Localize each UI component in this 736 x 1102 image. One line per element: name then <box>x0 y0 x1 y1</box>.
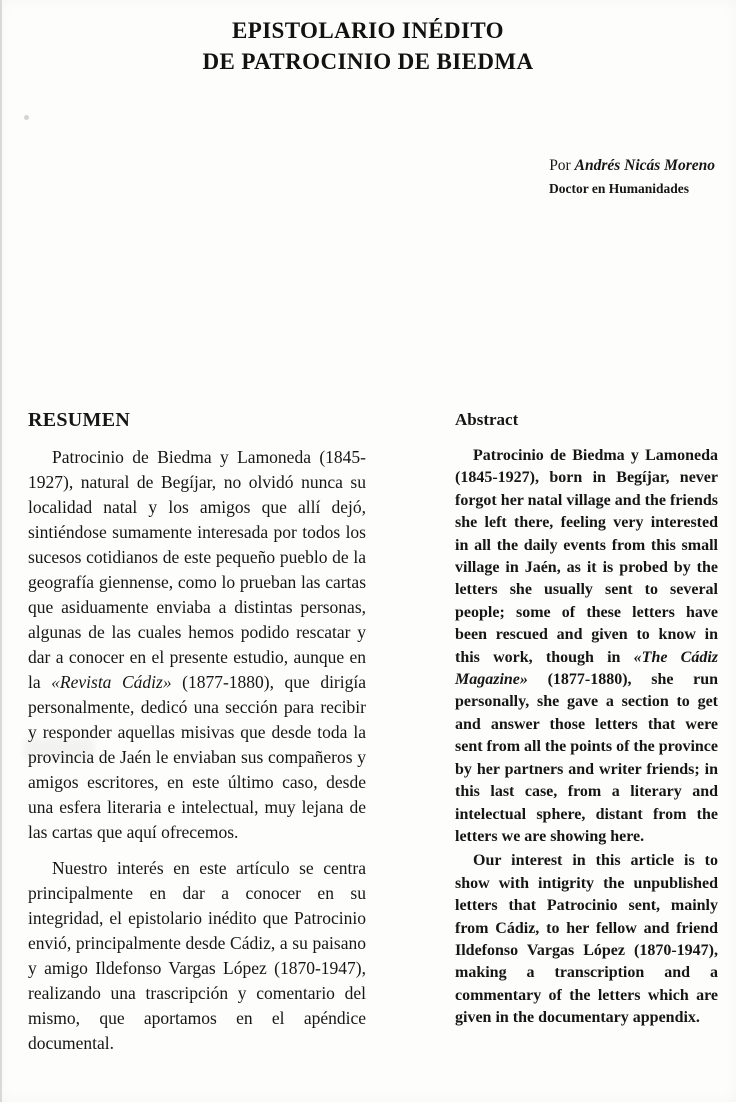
journal-title-cadiz-magazine: «The Cádiz Magazine» <box>455 648 718 689</box>
abstract-column <box>455 408 718 1056</box>
two-column-body <box>28 408 718 1056</box>
article-title-line-1: EPISTOLARIO INÉDITO <box>232 18 504 43</box>
scan-edge-artifact <box>0 0 2 1102</box>
resumen-heading: RESUMEN <box>28 409 131 431</box>
text-segment: (1877-1880), she run personally, she gave a section to get and answer those letters that were sent from all the points of the province by her partners and writer friends; in this last case, from a literary and intelectual sphere, distant from the letters we are showing here. <box>455 671 718 845</box>
abstract-heading: Abstract <box>455 410 519 429</box>
journal-title-revista-cadiz: «Revista Cádiz» <box>51 672 172 692</box>
abstract-paragraph-2: Our interest in this article is to show with intigrity the unpublished letters that Patrocinio sent, mainly from Cádiz, to her fellow and friend Ildefonso Vargas López (1870-1947), making a transcription and a commentary of the letters which are given in the documentary appendix. <box>455 852 718 1027</box>
author-credential: Doctor en Humanidades <box>548 181 689 196</box>
text-segment: (1877-1880), que dirigía personalmente, dedicó una sección para recibir y responder aquellas misivas que desde toda la provincia de Jaén le enviaban sus compañeros y amigos escritores, en este último caso, desde una esfera literaria e intelectual, muy lejana de las cartas que aquí ofrecemos. <box>28 672 366 842</box>
byline-author-line <box>549 156 715 175</box>
abstract-paragraph-1 <box>455 445 718 848</box>
byline <box>549 156 715 197</box>
scan-speck <box>24 115 29 120</box>
resumen-column <box>28 408 366 1056</box>
resumen-paragraph-2: Nuestro interés en este artículo se centra principalmente en dar a conocer en su integridad, el epistolario inédito que Patrocinio envió, principalmente desde Cádiz, a su paisano y amigo Ildefonso Vargas López (1870-1947), realizando una trascripción y comentario del mismo, que aportamos en el apéndice documental. <box>28 858 366 1053</box>
byline-prefix: Por <box>549 157 575 174</box>
author-name: Andrés Nicás Moreno <box>574 157 715 174</box>
text-segment: Patrocinio de Biedma y Lamoneda (1845-1927), born in Begíjar, never forgot her natal village and the friends she left there, feeling very interested in all the daily events from this small village in Jaén, as it is probed by the letters she usually sent to several people; some of these letters have been rescued and given to know in this work, though in <box>455 447 718 666</box>
article-title <box>0 15 736 77</box>
article-title-line-2: DE PATROCINIO DE BIEDMA <box>202 49 534 74</box>
text-segment: Patrocinio de Biedma y Lamoneda (1845-1927), natural de Begíjar, no olvidó nunca su localidad natal y los amigos que allí dejó, sintiéndose sumamente interesada por todos los sucesos cotidianos de este pequeño pueblo de la geografía giennense, como lo prueban las cartas que asiduamente enviaba a distintas personas, algunas de las cuales hemos podido rescatar y dar a conocer en el presente estudio, aunque en la <box>28 447 366 692</box>
resumen-paragraph-1 <box>28 445 366 845</box>
